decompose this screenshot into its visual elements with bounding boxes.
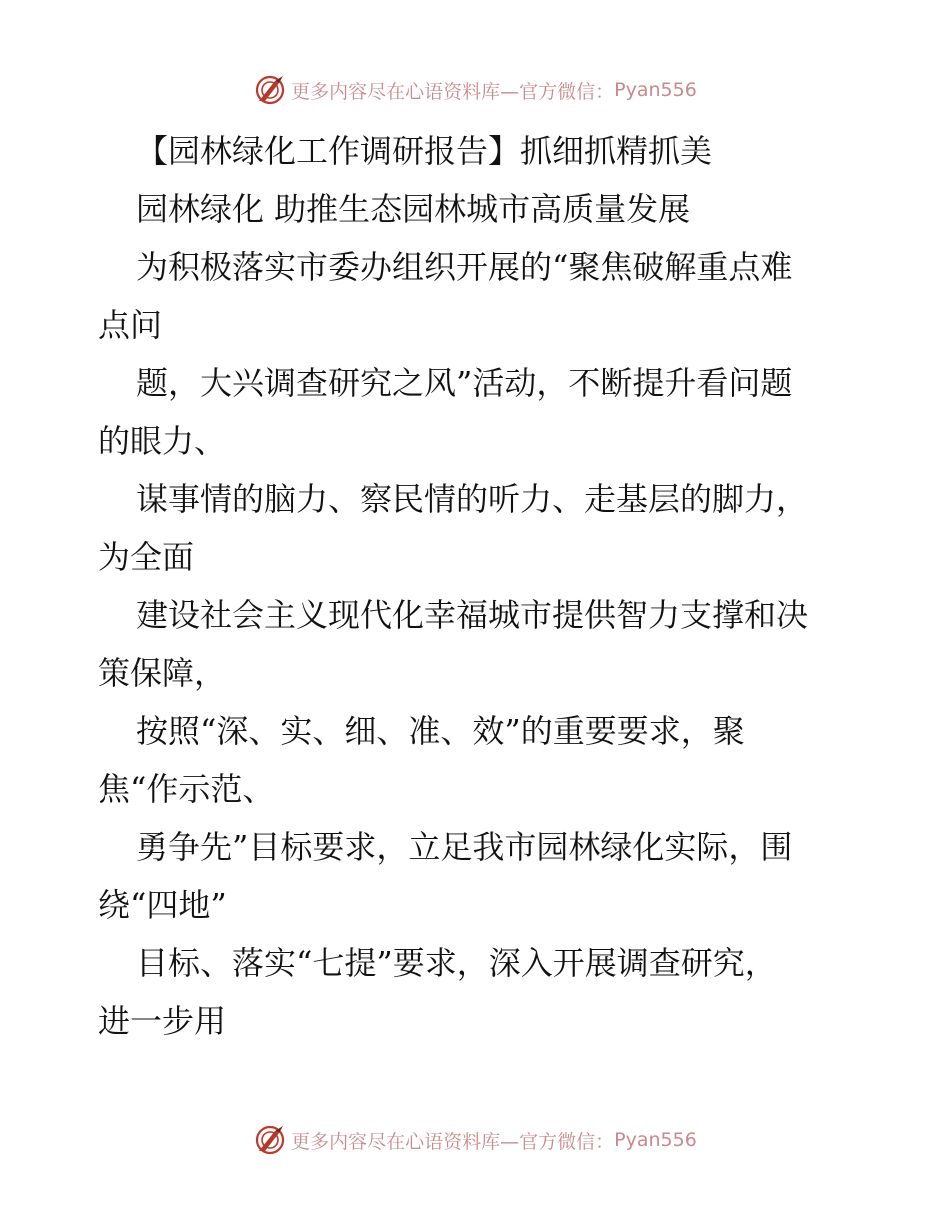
footer-watermark xyxy=(0,1120,950,1160)
paragraph-line: 勇争先”目标要求，立足我市园林绿化实际，围 xyxy=(136,828,793,866)
paragraph-line: 点问 xyxy=(98,306,163,344)
paragraph-line: 为全面 xyxy=(98,538,195,576)
quill-logo-icon xyxy=(253,1123,287,1157)
watermark-handle: Pyan556 xyxy=(614,1129,697,1151)
paragraph-line: 目标、落实“七提”要求，深入开展调查研究， xyxy=(136,944,777,982)
paragraph-line: 谋事情的脑力、察民情的听力、走基层的脚力， xyxy=(136,480,809,518)
paragraph-line: 策保障， xyxy=(98,654,227,692)
paragraph-line: 进一步用 xyxy=(98,1002,227,1040)
watermark-text: 更多内容尽在心语资料库—官方微信： xyxy=(291,80,615,103)
quill-logo-icon xyxy=(253,73,287,107)
paragraph-line: 绕“四地” xyxy=(98,886,227,924)
paragraph-line: 的眼力、 xyxy=(98,422,227,460)
paragraph-line: 题，大兴调查研究之风”活动，不断提升看问题 xyxy=(136,364,793,402)
header-watermark xyxy=(0,70,950,110)
watermark-text: 更多内容尽在心语资料库—官方微信： xyxy=(291,1130,615,1153)
paragraph-line: 为积极落实市委办组织开展的“聚焦破解重点难 xyxy=(136,248,793,286)
watermark-handle: Pyan556 xyxy=(614,79,697,101)
document-subtitle: 园林绿化 助推生态园林城市高质量发展 xyxy=(136,190,691,228)
document-body xyxy=(98,122,858,1050)
paragraph-line: 建设社会主义现代化幸福城市提供智力支撑和决 xyxy=(136,596,809,634)
document-title: 【园林绿化工作调研报告】抓细抓精抓美 xyxy=(136,132,713,170)
paragraph-line: 按照“深、实、细、准、效”的重要要求，聚 xyxy=(136,712,745,750)
paragraph-line: 焦“作示范、 xyxy=(98,770,275,808)
